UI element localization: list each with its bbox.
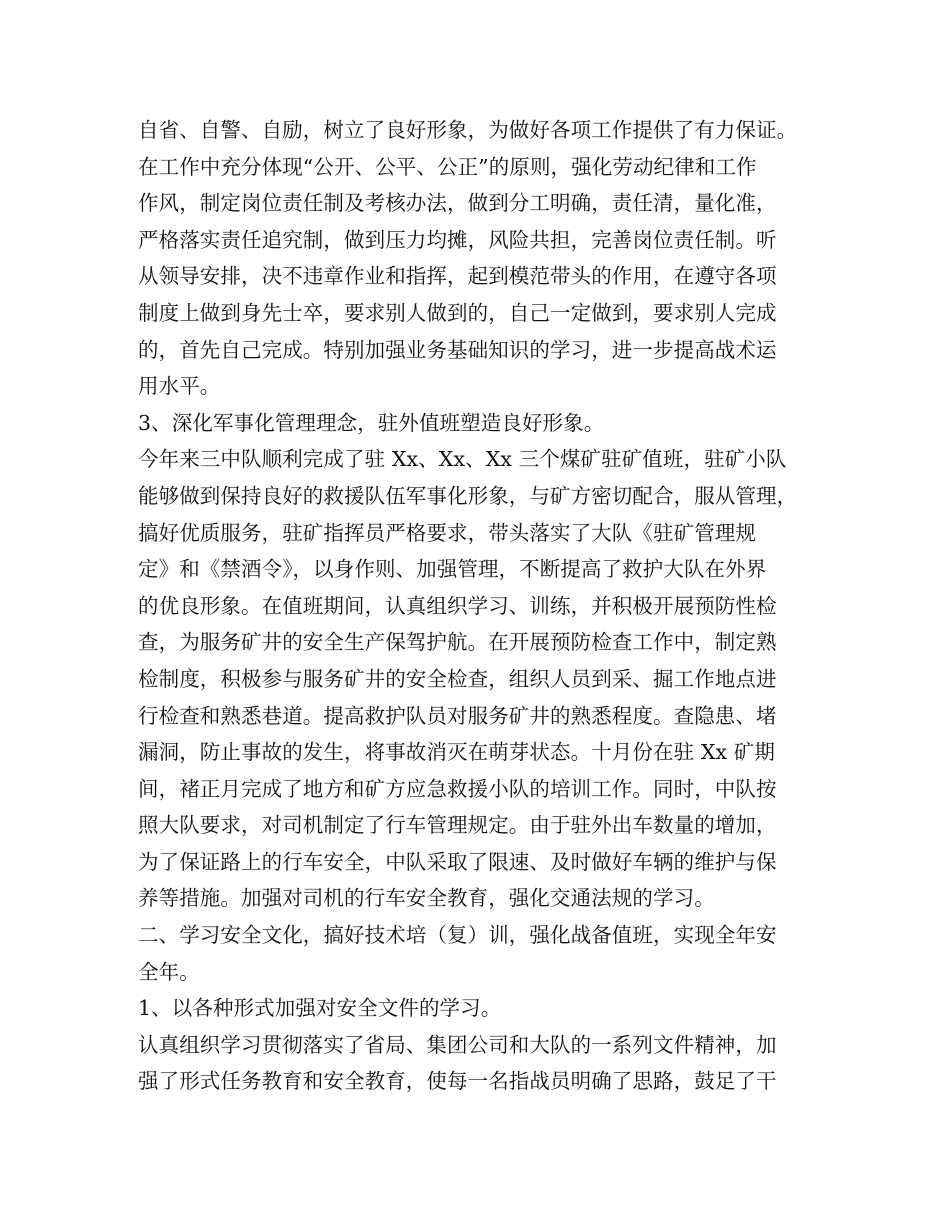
- text-line: 今年来三中队顺利完成了驻 Xx、Xx、Xx 三个煤矿驻矿值班，驻矿小队: [138, 447, 787, 472]
- text-line: 定》和《禁酒令》，以身作则、加强管理，不断提高了救护大队在外界: [138, 557, 767, 582]
- text-line: 认真组织学习贯彻落实了省局、集团公司和大队的一系列文件精神，加: [138, 1032, 777, 1057]
- section-heading: 二、学习安全文化，搞好技术培（复）训，强化战备值班，实现全年安: [138, 923, 777, 948]
- text-line: 制度上做到身先士卒，要求别人做到的，自己一定做到，要求别人完成: [138, 300, 777, 325]
- text-line: 的优良形象。在值班期间，认真组织学习、训练，并积极开展预防性检: [138, 593, 777, 618]
- section-heading: 全年。: [138, 959, 200, 984]
- text-line: 在工作中充分体现“公开、公平、公正”的原则，强化劳动纪律和工作: [138, 154, 757, 179]
- text-line: 的，首先自己完成。特别加强业务基础知识的学习，进一步提高战术运: [138, 337, 777, 362]
- text-line: 严格落实责任追究制，做到压力均摊，风险共担，完善岗位责任制。听: [138, 227, 777, 252]
- text-line: 行检查和熟悉巷道。提高救护队员对服务矿井的熟悉程度。查隐患、堵: [138, 703, 777, 728]
- text-line: 作风，制定岗位责任制及考核办法，做到分工明确，责任清，量化准，: [138, 191, 777, 216]
- text-line: 漏洞，防止事故的发生，将事故消灭在萌芽状态。十月份在驻 Xx 矿期: [138, 740, 775, 765]
- body-text: [138, 112, 828, 1100]
- text-line: 从领导安排，决不违章作业和指挥，起到模范带头的作用，在遵守各项: [138, 264, 777, 289]
- text-line: 为了保证路上的行车安全，中队采取了限速、及时做好车辆的维护与保: [138, 849, 777, 874]
- section-heading: 3、深化军事化管理理念，驻外值班塑造良好形象。: [138, 410, 605, 435]
- text-line: 搞好优质服务，驻矿指挥员严格要求，带头落实了大队《驻矿管理规: [138, 520, 756, 545]
- text-line: 养等措施。加强对司机的行车安全教育，强化交通法规的学习。: [138, 886, 715, 911]
- text-line: 照大队要求，对司机制定了行车管理规定。由于驻外出车数量的增加，: [138, 813, 777, 838]
- text-line: 检制度，积极参与服务矿井的安全检查，组织人员到采、掘工作地点进: [138, 666, 777, 691]
- subsection-heading: 1、以各种形式加强对安全文件的学习。: [138, 996, 502, 1021]
- text-line: 用水平。: [138, 374, 221, 399]
- text-line: 能够做到保持良好的救援队伍军事化形象，与矿方密切配合，服从管理，: [138, 483, 798, 508]
- text-line: 查，为服务矿井的安全生产保驾护航。在开展预防检查工作中，制定熟: [138, 630, 777, 655]
- text-line: 间，褚正月完成了地方和矿方应急救援小队的培训工作。同时，中队按: [138, 776, 777, 801]
- text-line: 强了形式任务教育和安全教育，使每一名指战员明确了思路，鼓足了干: [138, 1069, 777, 1094]
- text-line: 自省、自警、自励，树立了良好形象，为做好各项工作提供了有力保证。: [138, 118, 798, 142]
